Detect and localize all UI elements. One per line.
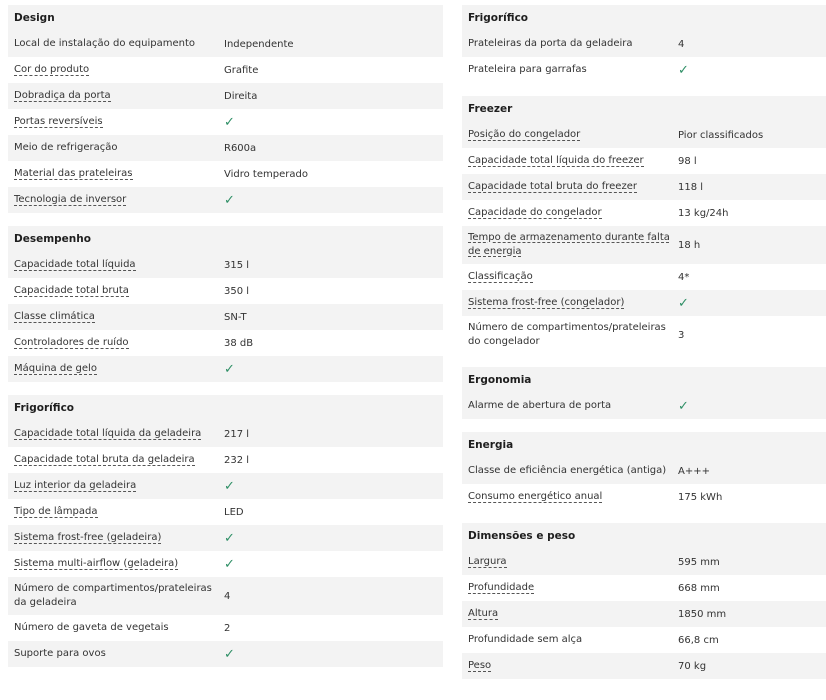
- spec-label-tooltip-link[interactable]: Profundidade: [468, 582, 535, 593]
- spec-row: [462, 226, 826, 264]
- spec-row: [8, 615, 443, 641]
- spec-section-freezer: [462, 96, 826, 354]
- spec-section-ergonomia: [462, 367, 826, 419]
- spec-row: [462, 316, 826, 354]
- spec-row: [8, 187, 443, 213]
- spec-label-text: Número de gaveta de vegetais: [14, 622, 169, 633]
- spec-rows: [462, 393, 826, 419]
- spec-label[interactable]: [8, 258, 224, 272]
- spec-row: [462, 458, 826, 484]
- spec-label: [462, 399, 678, 413]
- spec-column-right: [462, 5, 826, 692]
- spec-row: [8, 421, 443, 447]
- spec-row: [8, 304, 443, 330]
- section-title: Design: [8, 5, 443, 31]
- spec-row: [8, 83, 443, 109]
- spec-row: [462, 484, 826, 510]
- checkmark-icon: ✓: [224, 530, 235, 546]
- spec-row: [462, 174, 826, 200]
- spec-section-desempenho: [8, 226, 443, 382]
- spec-label[interactable]: [462, 490, 678, 504]
- checkmark-icon: ✓: [678, 398, 689, 414]
- spec-label[interactable]: [8, 557, 224, 571]
- spec-row: [8, 473, 443, 499]
- spec-row: [8, 525, 443, 551]
- spec-label-text: Número de compartimentos/prateleiras da geladeira: [14, 583, 212, 608]
- spec-value: 350 l: [224, 285, 250, 297]
- spec-row: [8, 31, 443, 57]
- spec-row: [8, 135, 443, 161]
- section-title: Freezer: [462, 96, 826, 122]
- spec-label-tooltip-link[interactable]: Classe climática: [14, 311, 95, 322]
- spec-label-tooltip-link[interactable]: Largura: [468, 556, 507, 567]
- spec-row: [8, 278, 443, 304]
- spec-label-tooltip-link[interactable]: Sistema multi-airflow (geladeira): [14, 558, 179, 569]
- spec-rows: [8, 421, 443, 667]
- section-title: Frigorífico: [462, 5, 826, 31]
- spec-label[interactable]: [8, 336, 224, 350]
- spec-label-tooltip-link[interactable]: Material das prateleiras: [14, 168, 133, 179]
- checkmark-icon: ✓: [224, 114, 235, 130]
- spec-rows: [8, 252, 443, 382]
- spec-label: [462, 464, 678, 478]
- checkmark-icon: ✓: [224, 556, 235, 572]
- spec-label[interactable]: [8, 505, 224, 519]
- spec-value: Grafite: [224, 64, 259, 76]
- spec-label: [462, 37, 678, 51]
- spec-value: 70 kg: [678, 660, 707, 672]
- spec-label: [8, 621, 224, 635]
- spec-label-tooltip-link[interactable]: Portas reversíveis: [14, 116, 103, 127]
- spec-row: [462, 57, 826, 83]
- spec-label[interactable]: [8, 453, 224, 467]
- spec-label-text: Suporte para ovos: [14, 648, 106, 659]
- spec-label-text: Alarme de abertura de porta: [468, 400, 612, 411]
- spec-row: [462, 393, 826, 419]
- spec-row: [462, 290, 826, 316]
- spec-label-text: Número de compartimentos/prateleiras do congelador: [468, 322, 666, 347]
- checkmark-icon: ✓: [224, 646, 235, 662]
- spec-label[interactable]: [462, 296, 678, 310]
- spec-label[interactable]: [462, 659, 678, 673]
- spec-label-tooltip-link[interactable]: Classificação: [468, 271, 533, 282]
- spec-value: 217 l: [224, 428, 250, 440]
- spec-label: [8, 37, 224, 51]
- spec-row: [462, 122, 826, 148]
- spec-row: [8, 577, 443, 615]
- spec-value: A+++: [678, 465, 710, 477]
- spec-label[interactable]: [8, 115, 224, 129]
- spec-label: [462, 321, 678, 349]
- section-title: Dimensões e peso: [462, 523, 826, 549]
- spec-value: 2: [224, 622, 231, 634]
- spec-label[interactable]: [8, 89, 224, 103]
- spec-row: [8, 356, 443, 382]
- spec-label[interactable]: [8, 479, 224, 493]
- spec-label-tooltip-link[interactable]: Luz interior da geladeira: [14, 480, 137, 491]
- spec-column-left: [8, 5, 443, 680]
- spec-value: 4: [224, 590, 231, 602]
- spec-label[interactable]: [462, 128, 678, 142]
- spec-label[interactable]: [462, 607, 678, 621]
- spec-row: [462, 575, 826, 601]
- spec-rows: [462, 458, 826, 510]
- spec-label-text: Profundidade sem alça: [468, 634, 583, 645]
- spec-rows: [462, 549, 826, 679]
- spec-row: [462, 31, 826, 57]
- spec-row: [8, 252, 443, 278]
- spec-label-tooltip-link[interactable]: Dobradiça da porta: [14, 90, 111, 101]
- spec-label-tooltip-link[interactable]: Posição do congelador: [468, 129, 581, 140]
- spec-label-tooltip-link[interactable]: Máquina de gelo: [14, 363, 97, 374]
- spec-value: R600a: [224, 142, 257, 154]
- spec-rows: [462, 122, 826, 354]
- spec-label-tooltip-link[interactable]: Sistema frost-free (geladeira): [14, 532, 162, 543]
- spec-value: 66,8 cm: [678, 634, 719, 646]
- spec-row: [462, 601, 826, 627]
- spec-label-tooltip-link[interactable]: Capacidade total bruta: [14, 285, 129, 296]
- spec-row: [462, 627, 826, 653]
- spec-row: [8, 109, 443, 135]
- spec-label[interactable]: [462, 154, 678, 168]
- spec-label-tooltip-link[interactable]: Peso: [468, 660, 492, 671]
- spec-section-frigorifico: [8, 395, 443, 667]
- spec-label-tooltip-link[interactable]: Capacidade total líquida do freezer: [468, 155, 644, 166]
- spec-label: [462, 633, 678, 647]
- spec-label-tooltip-link[interactable]: Capacidade total líquida da geladeira: [14, 428, 202, 439]
- spec-section-design: [8, 5, 443, 213]
- spec-label-text: Meio de refrigeração: [14, 142, 118, 153]
- spec-value: Independente: [224, 38, 294, 50]
- spec-value: 3: [678, 329, 685, 341]
- spec-value: LED: [224, 506, 244, 518]
- spec-row: [8, 641, 443, 667]
- spec-row: [462, 549, 826, 575]
- spec-value: 13 kg/24h: [678, 207, 729, 219]
- spec-label: [8, 582, 224, 610]
- spec-value: SN-T: [224, 311, 247, 323]
- spec-label[interactable]: [8, 63, 224, 77]
- section-title: Frigorífico: [8, 395, 443, 421]
- checkmark-icon: ✓: [224, 478, 235, 494]
- checkmark-icon: ✓: [224, 361, 235, 377]
- spec-label[interactable]: [462, 206, 678, 220]
- spec-value: 118 l: [678, 181, 704, 193]
- spec-row: [462, 264, 826, 290]
- spec-label[interactable]: [8, 310, 224, 324]
- spec-value: 668 mm: [678, 582, 720, 594]
- spec-label: [8, 647, 224, 661]
- spec-value: 98 l: [678, 155, 697, 167]
- spec-label-tooltip-link[interactable]: Tecnologia de inversor: [14, 194, 127, 205]
- spec-rows: [8, 31, 443, 213]
- spec-row: [462, 200, 826, 226]
- spec-row: [8, 551, 443, 577]
- spec-label-text: Prateleira para garrafas: [468, 64, 587, 75]
- spec-value: 315 l: [224, 259, 250, 271]
- spec-label: [462, 63, 678, 77]
- spec-row: [8, 499, 443, 525]
- spec-value: 232 l: [224, 454, 250, 466]
- spec-label[interactable]: [8, 284, 224, 298]
- spec-section-dimensoes-e-peso: [462, 523, 826, 679]
- spec-label[interactable]: [462, 555, 678, 569]
- spec-rows: [462, 31, 826, 83]
- spec-value: Vidro temperado: [224, 168, 308, 180]
- checkmark-icon: ✓: [678, 295, 689, 311]
- spec-label-tooltip-link[interactable]: Capacidade total bruta da geladeira: [14, 454, 195, 465]
- spec-label-tooltip-link[interactable]: Sistema frost-free (congelador): [468, 297, 625, 308]
- spec-row: [8, 161, 443, 187]
- spec-row: [462, 148, 826, 174]
- spec-label-tooltip-link[interactable]: Capacidade total líquida: [14, 259, 136, 270]
- spec-label-text: Prateleiras da porta da geladeira: [468, 38, 633, 49]
- spec-value: 18 h: [678, 239, 701, 251]
- spec-label[interactable]: [8, 167, 224, 181]
- spec-value: 4: [678, 38, 685, 50]
- spec-value: Direita: [224, 90, 258, 102]
- spec-value: 1850 mm: [678, 608, 727, 620]
- checkmark-icon: ✓: [678, 62, 689, 78]
- spec-label[interactable]: [462, 231, 678, 259]
- spec-label-tooltip-link[interactable]: Altura: [468, 608, 499, 619]
- spec-row: [8, 57, 443, 83]
- spec-row: [8, 447, 443, 473]
- spec-label-tooltip-link[interactable]: Controladores de ruído: [14, 337, 129, 348]
- section-title: Desempenho: [8, 226, 443, 252]
- spec-section-energia: [462, 432, 826, 510]
- checkmark-icon: ✓: [224, 192, 235, 208]
- spec-label: [8, 141, 224, 155]
- spec-label-tooltip-link[interactable]: Cor do produto: [14, 64, 90, 75]
- spec-label-tooltip-link[interactable]: Capacidade total bruta do freezer: [468, 181, 637, 192]
- section-title: Energia: [462, 432, 826, 458]
- spec-label-tooltip-link[interactable]: Consumo energético anual: [468, 491, 603, 502]
- spec-label[interactable]: [462, 270, 678, 284]
- spec-label-tooltip-link[interactable]: Capacidade do congelador: [468, 207, 602, 218]
- spec-value: 175 kWh: [678, 491, 723, 503]
- spec-label[interactable]: [8, 427, 224, 441]
- spec-label-tooltip-link[interactable]: Tempo de armazenamento durante falta de energia: [468, 232, 670, 257]
- spec-label-text: Classe de eficiência energética (antiga): [468, 465, 667, 476]
- spec-label-tooltip-link[interactable]: Tipo de lâmpada: [14, 506, 98, 517]
- spec-value: 38 dB: [224, 337, 254, 349]
- spec-value: Pior classificados: [678, 129, 764, 141]
- section-title: Ergonomia: [462, 367, 826, 393]
- spec-label[interactable]: [462, 581, 678, 595]
- spec-value: 4*: [678, 271, 690, 283]
- spec-value: 595 mm: [678, 556, 720, 568]
- spec-label[interactable]: [462, 180, 678, 194]
- spec-row: [8, 330, 443, 356]
- spec-row: [462, 653, 826, 679]
- spec-label[interactable]: [8, 193, 224, 207]
- spec-section-frigorifico: [462, 5, 826, 83]
- spec-label[interactable]: [8, 531, 224, 545]
- spec-label-text: Local de instalação do equipamento: [14, 38, 195, 49]
- spec-label[interactable]: [8, 362, 224, 376]
